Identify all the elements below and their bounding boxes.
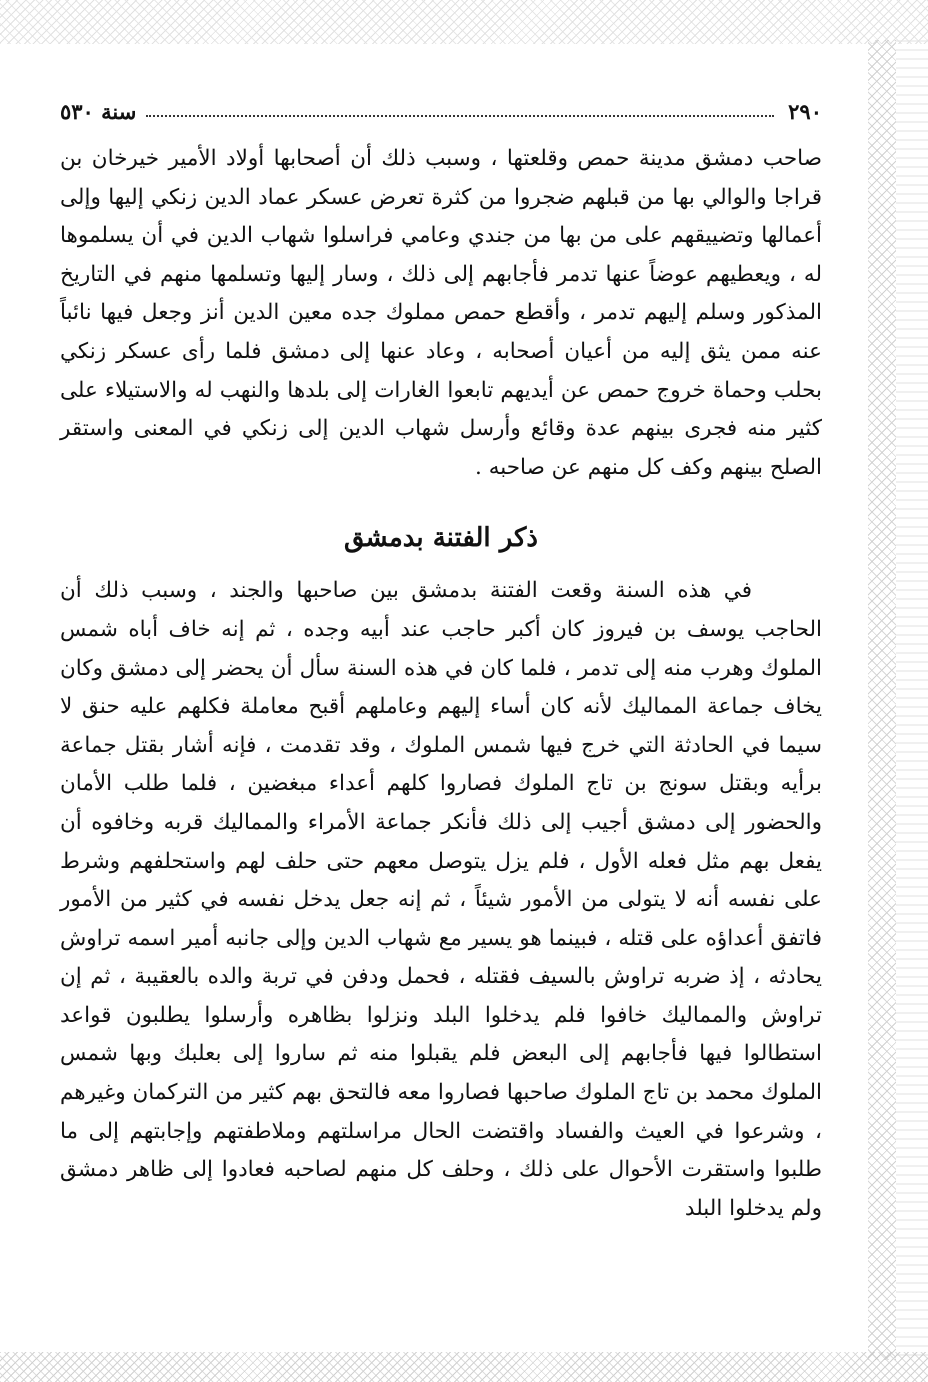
decorative-border-bottom: [0, 1352, 928, 1382]
header-dotted-leader: [146, 115, 774, 117]
scan-border-top: [0, 0, 928, 44]
decorative-border-right: [868, 40, 896, 1360]
book-page: [60, 80, 822, 1228]
running-head: [60, 80, 822, 124]
year-label: سنة ٥٣٠: [60, 99, 137, 124]
scan-edge-right: [896, 40, 928, 1360]
section-heading: ذكر الفتنة بدمشق: [343, 523, 539, 554]
paragraph-section-body: في هذه السنة وقعت الفتنة بدمشق بين صاحبها والجند ، وسبب ذلك أن الحاجب يوسف بن فيروز كان أكبر حاجب عند أبيه وجده ، ثم إنه خاف أباه شمس الملوك وهرب منه إلى تدمر ، فلما كان في هذه السنة سأل أن يحضر إلى دمشق وكان يخاف جماعة المماليك لأنه كان أساء إليهم وعاملهم أقبح معاملة فكلهم عليه حنق لا سيما في الحادثة التي خرج فيها شمس الملوك ، وقد تقدمت ، فإنه أشار بقتل جماعة برأيه وبقتل سونج بن تاج الملوك فصاروا كلهم أعداء مبغضين ، فلما طلب الأمان والحضور إلى دمشق أجيب إلى ذلك فأنكر جماعة الأمراء والمماليك قربه وخافوه أن يفعل بهم مثل فعله الأول ، فلم يزل يتوصل معهم حتى حلف لهم واستحلفهم وشرط على نفسه أنه لا يتولى من الأمور شيئاً ، ثم إنه جعل يدخل نفسه في كثير من الأمور فاتفق أعداؤه على قتله ، فبينما هو يسير مع شهاب الدين وإلى جانبه أمير اسمه تراوش يحادثه ، إذ ضربه تراوش بالسيف فقتله ، فحمل ودفن في تربة والده بالعقيبة ، ثم إن تراوش والمماليك خافوا فلم يدخلوا البلد ونزلوا بظاهره وأرسلوا يطلبون قواعد استطالوا فيها فأجابهم إلى البعض فلم يقبلوا منه ثم ساروا إلى بعلبك وبها شمس الملوك محمد بن تاج الملوك صاحبها فصاروا معه فالتحق بهم كثير من التركمان وغيرهم ، وشرعوا في العيث والفساد واقتضت الحال مراسلتهم وملاطفتهم وإجابتهم إلى ما طلبوا واستقرت الأحوال على ذلك ، وحلف كل منهم لصاحبه فعادوا إلى ظاهر دمشق ولم يدخلوا البلد: [60, 578, 822, 1221]
paragraph-continued: صاحب دمشق مدينة حمص وقلعتها ، وسبب ذلك أن أصحابها أولاد الأمير خيرخان بن قراجا والوالي بها من قبلهم ضجروا من كثرة تعرض عسكر عماد الدين زنكي إليها وإلى أعمالها وتضييقهم على من بها من جندي وعامي فراسلوا شهاب الدين في أن يسلموها له ، ويعطيهم عوضاً عنها تدمر فأجابهم إلى ذلك ، وسار إليها وتسلمها منهم في التاريخ المذكور وسلم إليهم تدمر ، وأقطع حمص مملوك جده معين الدين أنز وجعل فيها نائباً عنه ممن يثق إليه من أعيان أصحابه ، وعاد عنها إلى دمشق فلما رأى عسكر زنكي بحلب وحماة خروج حمص عن أيديهم تابعوا الغارات إلى بلدها والنهب له والاستيلاء على كثير منه فجرى بينهم عدة وقائع وأرسل شهاب الدين إلى زنكي في المعنى واستقر الصلح بينهم وكف كل منهم عن صاحبه .: [60, 146, 822, 480]
page-number: ٢٩٠: [788, 99, 822, 124]
